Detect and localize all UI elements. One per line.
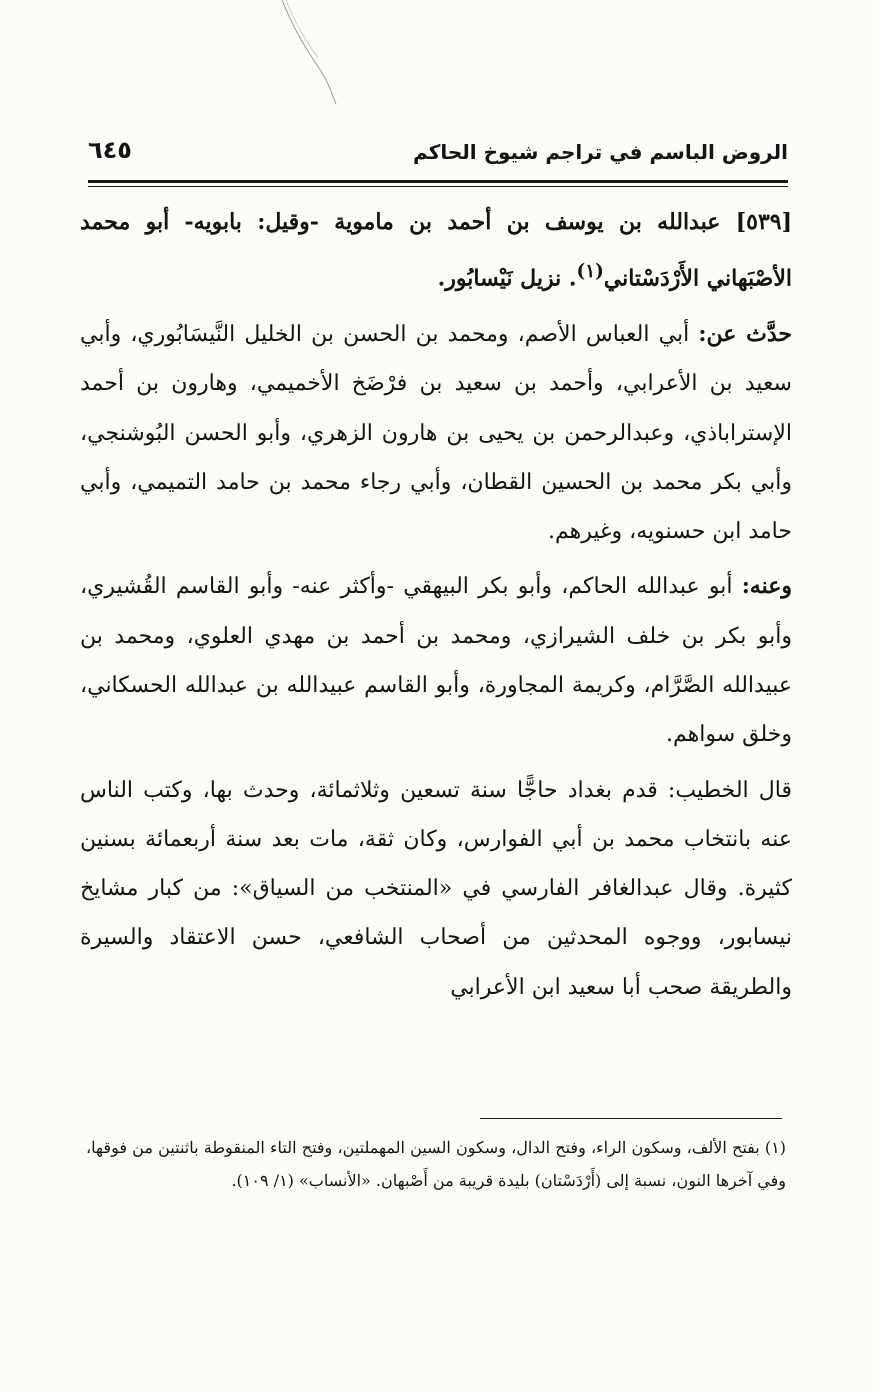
header-rule-thick xyxy=(88,180,788,183)
students-text: أبو عبدالله الحاكم، وأبو بكر البيهقي -وأكثر عنه- وأبو القاسم القُشيري، وأبو بكر بن خلف الشيرازي، ومحمد بن أحمد بن مهدي العلوي، ومحمد بن عبيدالله الصَّرَّام، وكريمة المجاورة، وأبو القاسم عبيدالله بن عبدالله الحسكاني، وخلق سواهم. xyxy=(80,574,792,748)
entry-heading xyxy=(80,198,792,304)
scan-crease-mark xyxy=(0,0,879,120)
teachers-text: أبي العباس الأصم، ومحمد بن الحسن بن الخليل النَّيسَابُوري، وأبي سعيد بن الأعرابي، وأحمد بن سعيد بن فرْضَخ الأخميمي، وهارون بن أحمد الإستراباذي، وعبدالرحمن بن يحيى بن هارون الزهري، وأبو الحسن البُوشنجي، وأبي بكر محمد بن الحسين القطان، وأبي رجاء محمد بن حامد التميمي، وأبي حامد ابن حسنويه، وغيرهم. xyxy=(80,321,792,545)
footnote-reference: (١) xyxy=(576,261,604,283)
students-lead: وعنه: xyxy=(741,573,792,600)
students-paragraph xyxy=(80,562,792,759)
footnote-divider xyxy=(480,1118,782,1119)
biography-paragraph: قال الخطيب: قدم بغداد حاجًّا سنة تسعين وثلاثمائة، وحدث بها، وكتب الناس عنه بانتخاب محمد بن أبي الفوارس، وكان ثقة، مات بعد سنة أربعمائة بسنين كثيرة. وقال عبدالغافر الفارسي في «المنتخب من السياق»: من كبار مشايخ نيسابور، ووجوه المحدثين من أصحاب الشافعي، حسن الاعتقاد والسيرة والطريقة صحب أبا سعيد ابن الأعرابي xyxy=(80,777,792,1000)
footnote-text: (١) بفتح الألف، وسكون الراء، وفتح الدال، وسكون السين المهملتين، وفتح التاء المنقوطة باثنتين من فوقها، وفي آخرها النون، نسبة إلى (أَرْدَسْتان) بليدة قريبة من أَصْبهان. «الأنساب» (١/ ١٠٩). xyxy=(86,1138,786,1190)
page-header xyxy=(88,128,788,176)
entry-body xyxy=(80,198,792,1018)
footnote xyxy=(86,1131,786,1197)
header-rule-thin xyxy=(88,186,788,187)
teachers-paragraph xyxy=(80,310,792,556)
running-title: الروض الباسم في تراجم شيوخ الحاكم xyxy=(413,140,788,164)
entry-heading-tail: . نزيل نَيْسابُور. xyxy=(437,265,577,292)
teachers-lead: حدَّث عن: xyxy=(698,320,793,347)
page-number: ٦٤٥ xyxy=(88,136,132,164)
entry-heading-text: [٥٣٩] عبدالله بن يوسف بن أحمد بن ماموية -وقيل: بابويه- أبو محمد الأصْبَهاني الأَرْدَسْتاني xyxy=(80,209,792,292)
